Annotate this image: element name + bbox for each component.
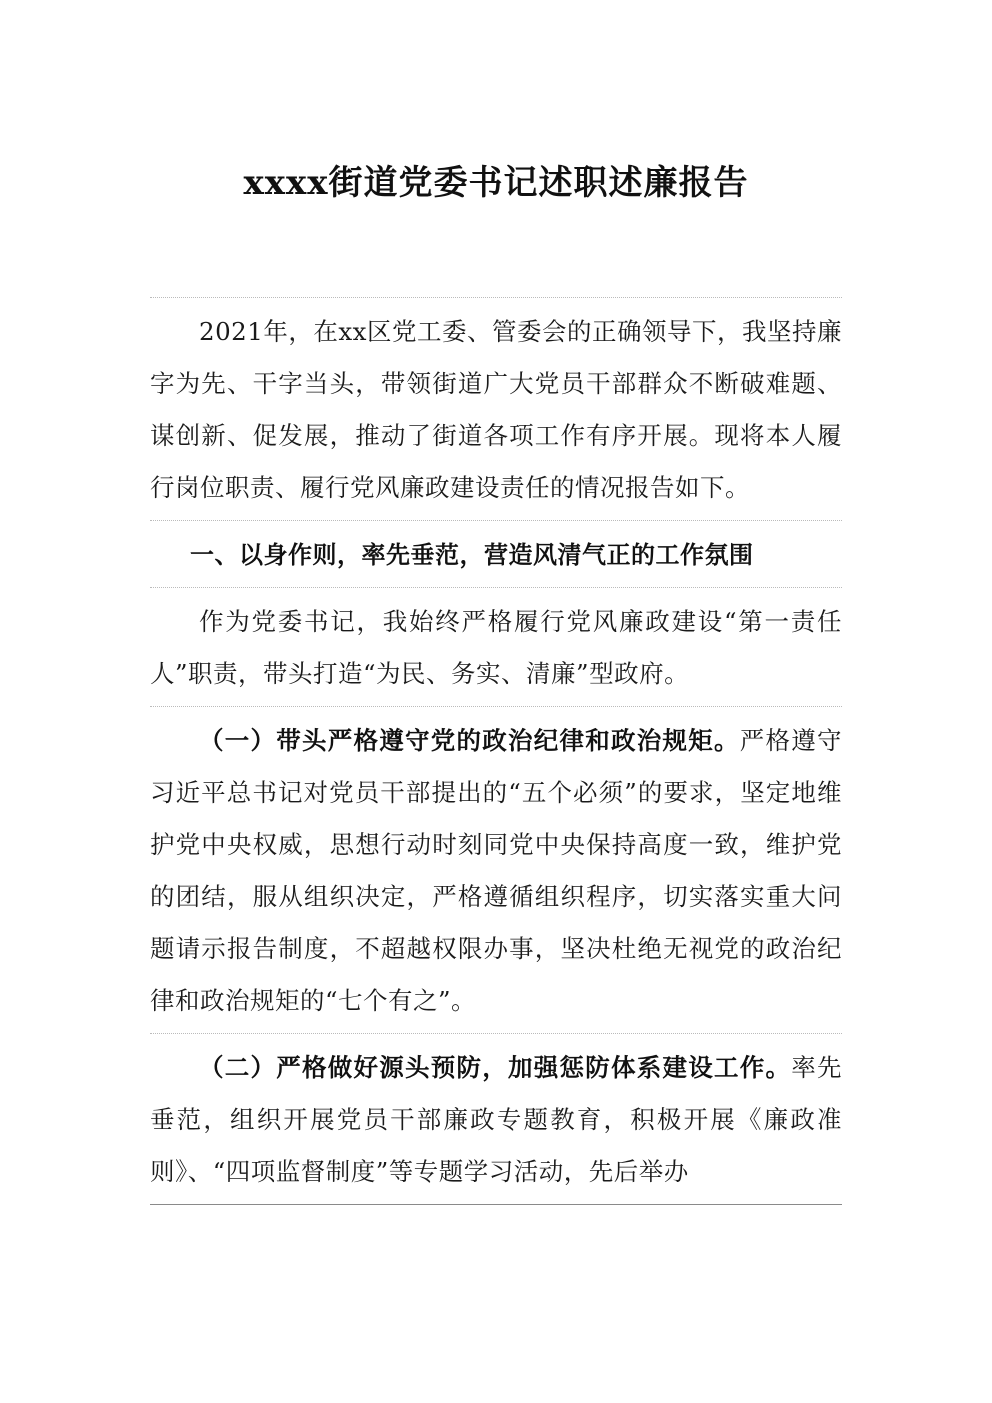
item1-body: 严格遵守习近平总书记对党员干部提出的“五个必须”的要求，坚定地维护党中央权威，思想行动时刻同党中央保持高度一致，维护党的团结，服从组织决定，严格遵循组织程序，切实落实重大问题请示报告制度，不超越权限办事，坚决杜绝无视党的政治纪律和政治规矩的“七个有之”。 xyxy=(150,726,842,1015)
intro-paragraph: 2021年，在xx区党工委、管委会的正确领导下，我坚持廉字为先、干字当头，带领街道广大党员干部群众不断破难题、谋创新、促发展，推动了街道各项工作有序开展。现将本人履行岗位职责、履行党风廉政建设责任的情况报告如下。 xyxy=(150,317,842,502)
item1-lead: （一）带头严格遵守党的政治纪律和政治规矩。 xyxy=(199,726,740,755)
item1-paragraph xyxy=(150,715,842,1027)
item2-paragraph xyxy=(150,1042,842,1198)
item2-body: 率先垂范，组织开展党员干部廉政专题教育，积极开展《廉政准则》、“四项监督制度”等专题学习活动，先后举办 xyxy=(150,1053,842,1186)
item2-block xyxy=(150,1033,842,1205)
section1-heading-block xyxy=(150,520,842,587)
document-title: xxxx街道党委书记述职述廉报告 xyxy=(243,163,749,203)
item1-block xyxy=(150,706,842,1033)
document-body xyxy=(150,297,842,1205)
item2-lead: （二）严格做好源头预防，加强惩防体系建设工作。 xyxy=(199,1053,792,1082)
intro-block xyxy=(150,297,842,520)
section1-paragraph: 作为党委书记，我始终严格履行党风廉政建设“第一责任人”职责，带头打造“为民、务实、清廉”型政府。 xyxy=(150,607,842,688)
section1-paragraph-block xyxy=(150,587,842,706)
section-heading: 一、以身作则，率先垂范，营造风清气正的工作氛围 xyxy=(190,541,754,569)
